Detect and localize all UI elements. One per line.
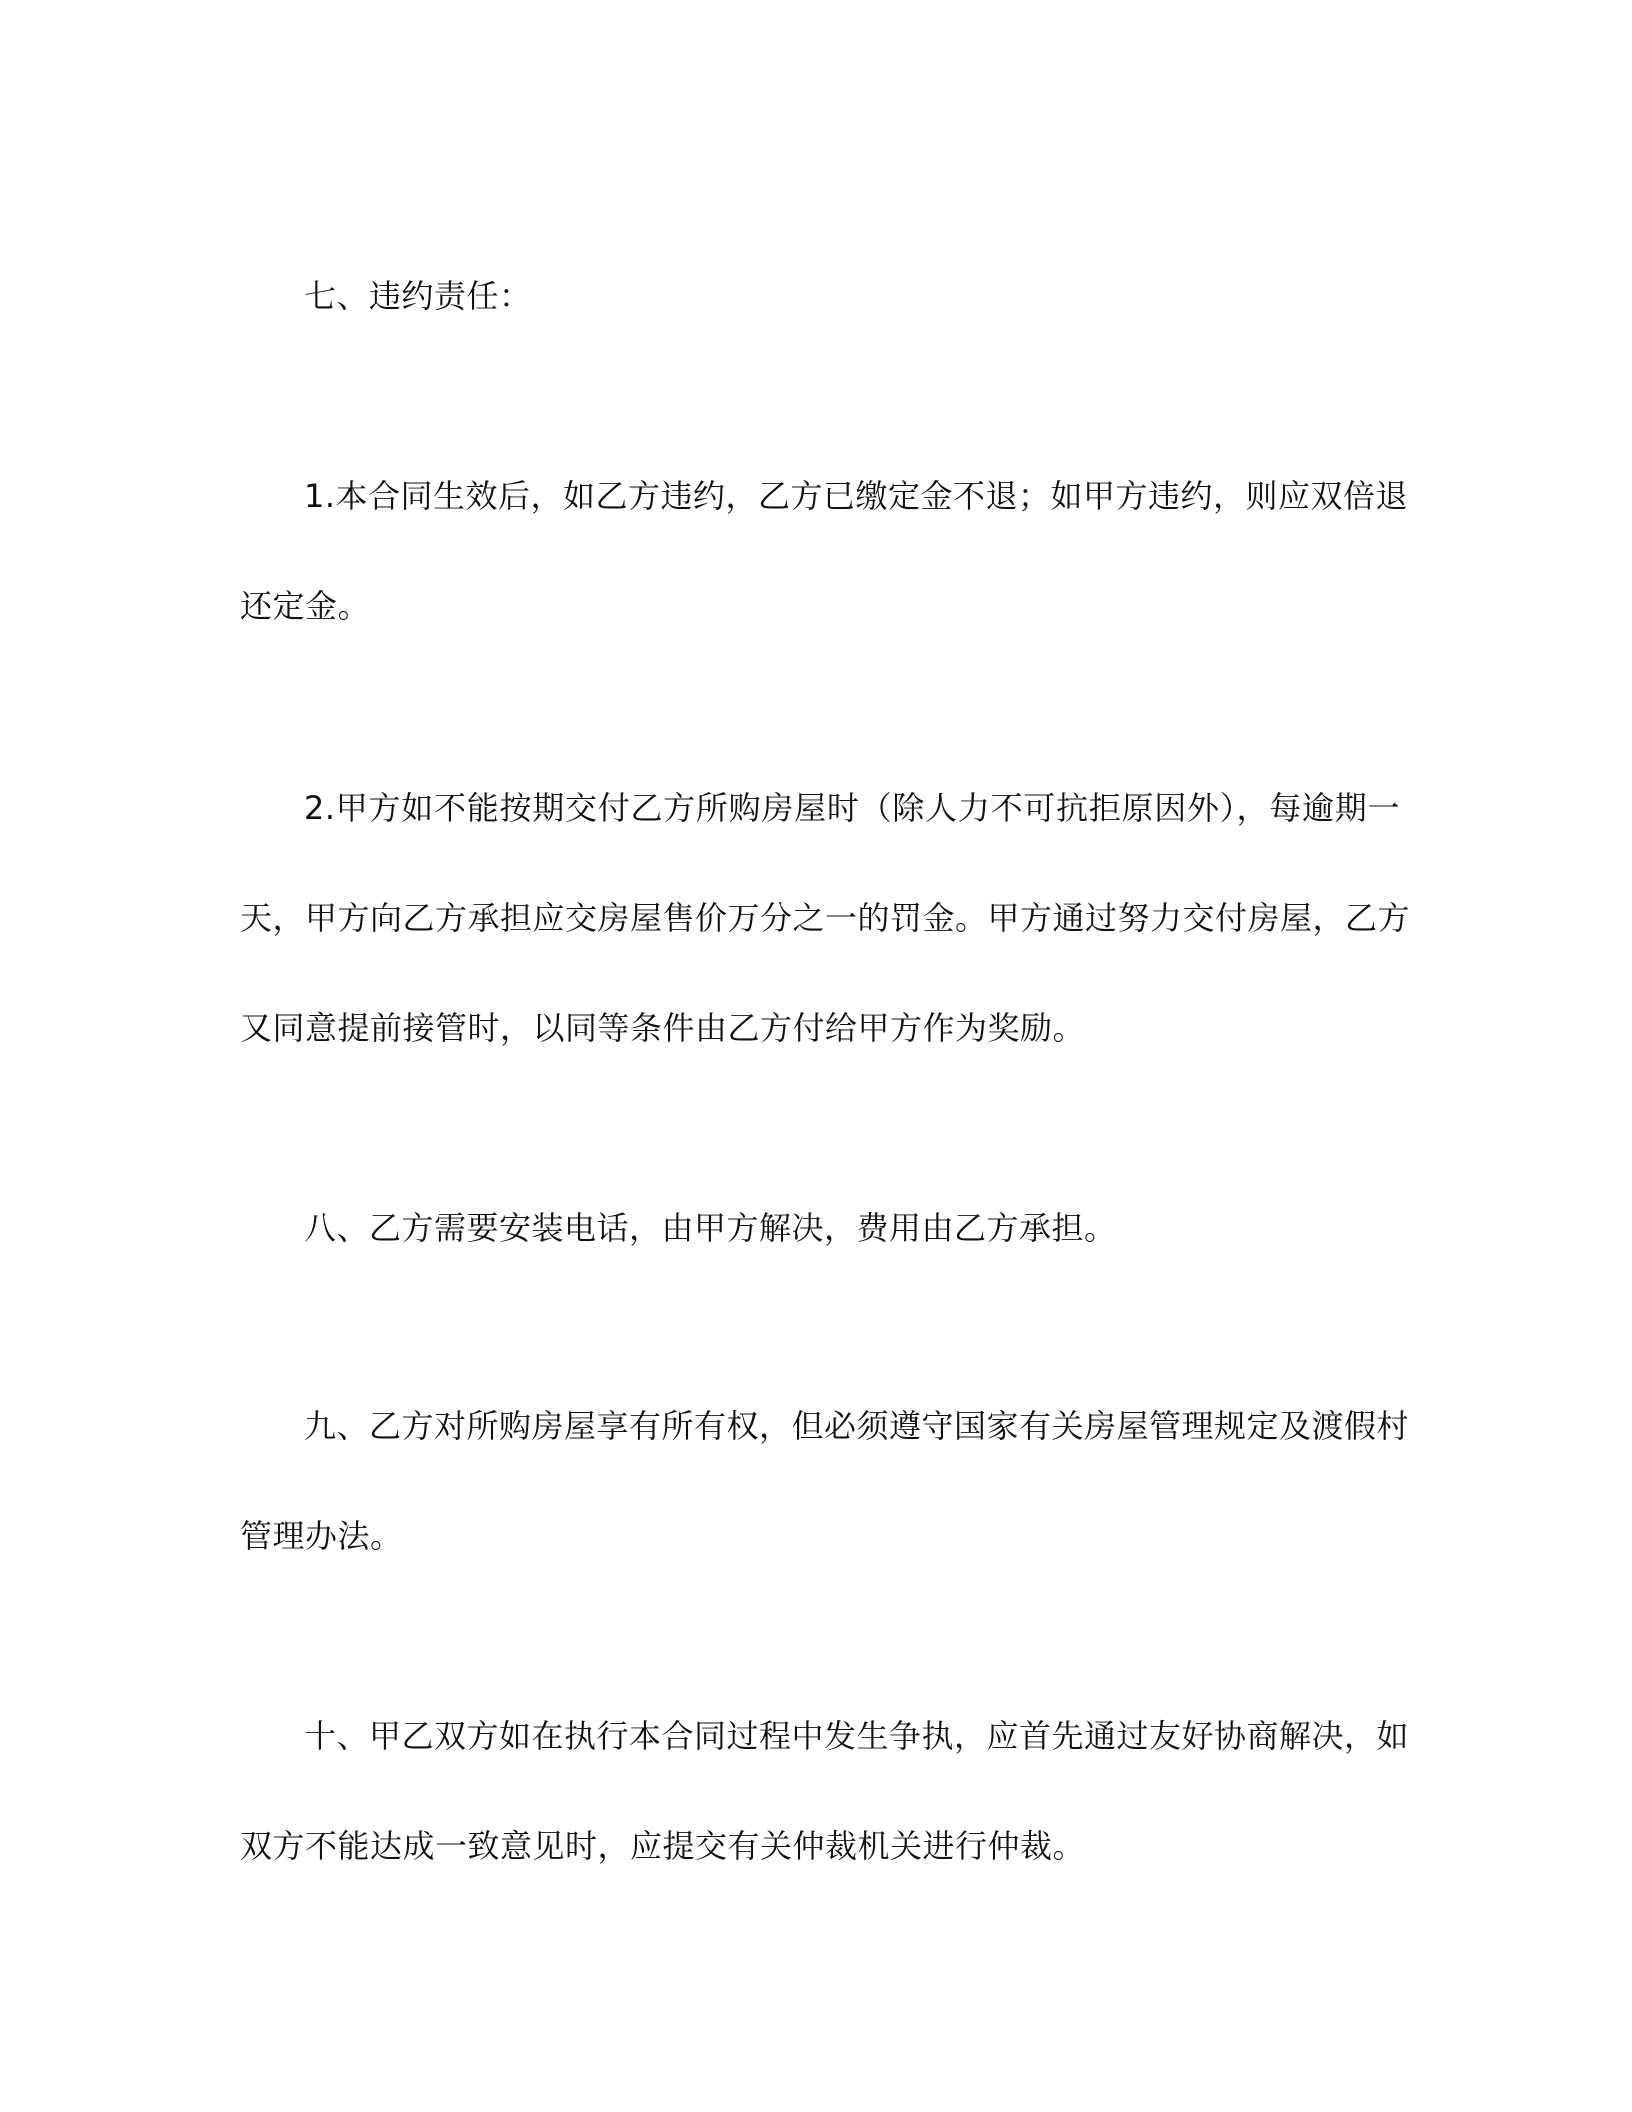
section-10-line-1: 十、甲乙双方如在执行本合同过程中发生争执，应首先通过友好协商解决，如 [304, 1717, 1410, 1755]
clause-2-line-1: 2.甲方如不能按期交付乙方所购房屋时（除人力不可抗拒原因外），每逾期一 [304, 789, 1400, 827]
section-10-line-2: 双方不能达成一致意见时，应提交有关仲裁机关进行仲裁。 [240, 1827, 1086, 1865]
clause-2-line-2: 天，甲方向乙方承担应交房屋售价万分之一的罚金。甲方通过努力交付房屋，乙方 [240, 899, 1411, 937]
clause-2-line-3: 又同意提前接管时，以同等条件由乙方付给甲方作为奖励。 [240, 1009, 1086, 1047]
section-9-line-2: 管理办法。 [240, 1517, 403, 1555]
section-7-heading: 七、违约责任： [304, 277, 532, 315]
section-9-line-1: 九、乙方对所购房屋享有所有权，但必须遵守国家有关房屋管理规定及渡假村 [304, 1407, 1410, 1445]
clause-1-line-2: 还定金。 [240, 587, 371, 625]
clause-1-line-1: 1.本合同生效后，如乙方违约，乙方已缴定金不退；如甲方违约，则应双倍退 [304, 477, 1409, 515]
section-8-text: 八、乙方需要安装电话，由甲方解决，费用由乙方承担。 [304, 1209, 1117, 1247]
